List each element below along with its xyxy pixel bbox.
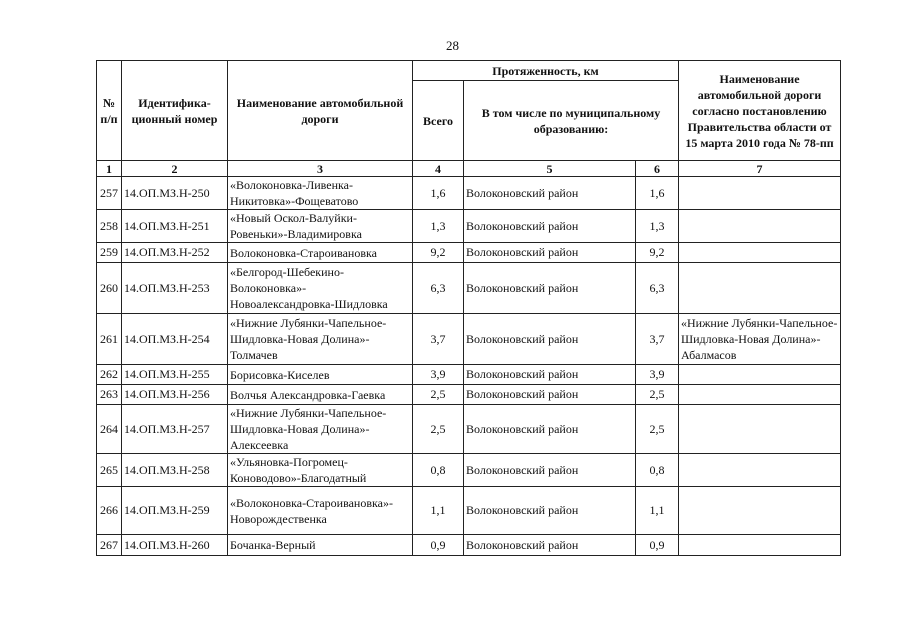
district-length: 0,8	[636, 454, 679, 487]
table-row	[97, 263, 841, 314]
road-name: «Волоконовка-Ливенка-Никитовка»-Фощеватово	[228, 177, 413, 210]
road-id: 14.ОП.МЗ.Н-257	[122, 405, 228, 454]
old-road-name	[679, 263, 841, 314]
header-including: В том числе по муниципальному образованию:	[464, 81, 679, 161]
row-number: 259	[97, 243, 122, 263]
column-number: 7	[679, 161, 841, 177]
district-name: Волоконовский район	[464, 385, 636, 405]
road-name: «Ульяновка-Погромец-Коноводово»-Благодатный	[228, 454, 413, 487]
district-length: 0,9	[636, 535, 679, 556]
district-name: Волоконовский район	[464, 243, 636, 263]
table-row	[97, 177, 841, 210]
district-length: 2,5	[636, 405, 679, 454]
table-row	[97, 535, 841, 556]
district-length: 6,3	[636, 263, 679, 314]
table-row	[97, 210, 841, 243]
total-length: 2,5	[413, 405, 464, 454]
row-number: 265	[97, 454, 122, 487]
row-number: 263	[97, 385, 122, 405]
table-row	[97, 314, 841, 365]
district-length: 1,1	[636, 487, 679, 535]
header-length-group: Протяженность, км	[413, 61, 679, 81]
header-name: Наименование автомобильной дороги	[228, 61, 413, 161]
road-name: «Нижние Лубянки-Чапельное-Шидловка-Новая Долина»-Алексеевка	[228, 405, 413, 454]
old-road-name: «Нижние Лубянки-Чапельное-Шидловка-Новая Долина»-Абалмасов	[679, 314, 841, 365]
road-name: «Белгород-Шебекино-Волоконовка»-Новоалександровка-Шидловка	[228, 263, 413, 314]
old-road-name	[679, 454, 841, 487]
old-road-name	[679, 405, 841, 454]
total-length: 1,3	[413, 210, 464, 243]
table-row	[97, 243, 841, 263]
road-id: 14.ОП.МЗ.Н-258	[122, 454, 228, 487]
total-length: 0,8	[413, 454, 464, 487]
total-length: 2,5	[413, 385, 464, 405]
road-name: «Новый Оскол-Валуйки-Ровеньки»-Владимировка	[228, 210, 413, 243]
district-name: Волоконовский район	[464, 263, 636, 314]
district-name: Волоконовский район	[464, 314, 636, 365]
old-road-name	[679, 243, 841, 263]
old-road-name	[679, 535, 841, 556]
total-length: 1,1	[413, 487, 464, 535]
total-length: 9,2	[413, 243, 464, 263]
road-name: «Волоконовка-Староивановка»-Новорождественка	[228, 487, 413, 535]
column-number: 1	[97, 161, 122, 177]
column-number: 5	[464, 161, 636, 177]
road-id: 14.ОП.МЗ.Н-254	[122, 314, 228, 365]
total-length: 3,9	[413, 365, 464, 385]
row-number: 267	[97, 535, 122, 556]
district-name: Волоконовский район	[464, 177, 636, 210]
header-old-name: Наименование автомобильной дороги согласно постановлению Правительства области от 15 марта 2010 года № 78-пп	[679, 61, 841, 161]
header-total: Всего	[413, 81, 464, 161]
road-name: Бочанка-Верный	[228, 535, 413, 556]
column-number: 6	[636, 161, 679, 177]
total-length: 6,3	[413, 263, 464, 314]
road-id: 14.ОП.МЗ.Н-253	[122, 263, 228, 314]
column-number: 2	[122, 161, 228, 177]
total-length: 3,7	[413, 314, 464, 365]
table-row	[97, 405, 841, 454]
road-id: 14.ОП.МЗ.Н-252	[122, 243, 228, 263]
row-number: 258	[97, 210, 122, 243]
district-length: 1,3	[636, 210, 679, 243]
header-id: Идентифика-ционный номер	[122, 61, 228, 161]
district-name: Волоконовский район	[464, 535, 636, 556]
column-number: 4	[413, 161, 464, 177]
district-name: Волоконовский район	[464, 405, 636, 454]
old-road-name	[679, 365, 841, 385]
road-id: 14.ОП.МЗ.Н-250	[122, 177, 228, 210]
road-id: 14.ОП.МЗ.Н-260	[122, 535, 228, 556]
road-name: Волчья Александровка-Гаевка	[228, 385, 413, 405]
table-row	[97, 454, 841, 487]
table-row	[97, 385, 841, 405]
district-length: 2,5	[636, 385, 679, 405]
district-length: 3,7	[636, 314, 679, 365]
header-num: № п/п	[97, 61, 122, 161]
road-name: Волоконовка-Староивановка	[228, 243, 413, 263]
district-name: Волоконовский район	[464, 365, 636, 385]
district-name: Волоконовский район	[464, 487, 636, 535]
row-number: 266	[97, 487, 122, 535]
page-number: 28	[446, 38, 459, 53]
row-number: 257	[97, 177, 122, 210]
row-number: 261	[97, 314, 122, 365]
district-length: 1,6	[636, 177, 679, 210]
road-name: Борисовка-Киселев	[228, 365, 413, 385]
column-number: 3	[228, 161, 413, 177]
table-body	[97, 177, 841, 556]
table-row	[97, 365, 841, 385]
road-id: 14.ОП.МЗ.Н-256	[122, 385, 228, 405]
road-name: «Нижние Лубянки-Чапельное-Шидловка-Новая Долина»-Толмачев	[228, 314, 413, 365]
total-length: 0,9	[413, 535, 464, 556]
row-number: 260	[97, 263, 122, 314]
table-row	[97, 487, 841, 535]
district-name: Волоконовский район	[464, 454, 636, 487]
row-number: 262	[97, 365, 122, 385]
district-length: 9,2	[636, 243, 679, 263]
roads-table	[96, 60, 841, 556]
road-id: 14.ОП.МЗ.Н-251	[122, 210, 228, 243]
road-id: 14.ОП.МЗ.Н-259	[122, 487, 228, 535]
district-length: 3,9	[636, 365, 679, 385]
old-road-name	[679, 177, 841, 210]
total-length: 1,6	[413, 177, 464, 210]
old-road-name	[679, 210, 841, 243]
road-id: 14.ОП.МЗ.Н-255	[122, 365, 228, 385]
old-road-name	[679, 487, 841, 535]
row-number: 264	[97, 405, 122, 454]
district-name: Волоконовский район	[464, 210, 636, 243]
old-road-name	[679, 385, 841, 405]
